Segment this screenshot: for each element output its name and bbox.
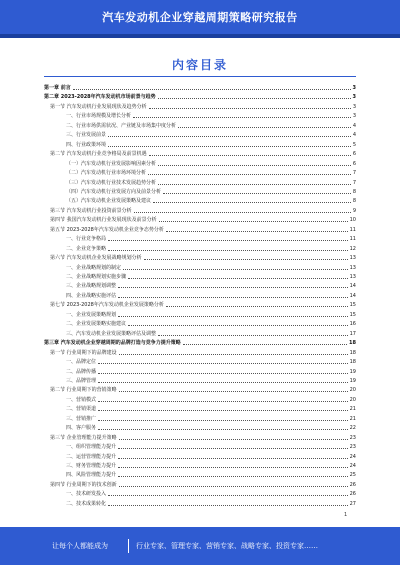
toc-leader-dots <box>98 405 348 411</box>
toc-leader-dots <box>163 188 351 194</box>
toc-leader-dots <box>108 235 348 241</box>
report-title: 汽车发动机企业穿越周期策略研究报告 <box>102 11 298 24</box>
toc-subsection <box>44 424 356 433</box>
toc-entry-text: 一、技术研发投入 <box>66 491 107 498</box>
toc-entry-text: 三、品牌管理 <box>66 377 97 384</box>
toc-entry-text: 一、行业竞争格局 <box>66 236 107 243</box>
toc-entry-text: 二、品牌传播 <box>66 368 97 375</box>
toc-subsection <box>44 358 356 367</box>
toc-entry-text: 二、运营管理能力提升 <box>66 453 117 460</box>
toc-leader-dots <box>119 481 348 487</box>
toc-leader-dots <box>158 179 351 185</box>
toc-leader-dots <box>98 415 348 421</box>
toc-entry-page: 23 <box>349 434 356 441</box>
toc-entry-page: 22 <box>349 425 356 432</box>
toc-entry-page: 26 <box>349 481 356 488</box>
toc-leader-dots <box>183 339 347 345</box>
toc-entry-page: 8 <box>352 198 356 205</box>
toc-entry-text: 三、汽车发动机企业发展策略评估及调整 <box>66 330 157 337</box>
toc-leader-dots <box>118 292 348 298</box>
toc-entry-page: 16 <box>349 321 356 328</box>
toc-title-rule <box>44 76 356 77</box>
toc-entry-text: （一）汽车发动机行业发展影响因素分析 <box>66 160 157 167</box>
toc-entry-text: 三、行业发展前景 <box>66 132 107 139</box>
toc-subsection <box>44 169 356 178</box>
toc-subsection <box>44 462 356 471</box>
toc-leader-dots <box>108 500 348 506</box>
toc-leader-dots <box>134 207 351 213</box>
toc-section <box>44 207 356 216</box>
toc-leader-dots <box>149 103 351 109</box>
toc-chapter <box>44 93 356 102</box>
toc-leader-dots <box>128 320 348 326</box>
toc-leader-dots <box>119 386 348 392</box>
toc-leader-dots <box>158 160 351 166</box>
toc-entry-page: 25 <box>349 472 356 479</box>
toc-entry-text: 二、企业战略规划实施步骤 <box>66 274 127 280</box>
toc-entry-text: 三、财务管理能力提升 <box>66 463 117 469</box>
toc-leader-dots <box>108 490 348 496</box>
toc-subsection <box>44 311 356 320</box>
toc-entry-page: 15 <box>349 311 356 318</box>
toc-entry-page: 19 <box>349 368 356 375</box>
toc-subsection <box>44 471 356 480</box>
toc-leader-dots <box>98 424 348 430</box>
toc-entry-text: 四、客户服务 <box>66 425 97 432</box>
toc-leader-dots <box>98 358 348 364</box>
toc-subsection <box>44 160 356 169</box>
toc-entry-page: 9 <box>352 207 356 214</box>
toc-leader-dots <box>108 245 348 251</box>
toc-section <box>44 386 356 395</box>
toc-entry-page: 21 <box>349 415 356 422</box>
toc-entry-page: 21 <box>349 406 356 413</box>
toc-entry-page: 18 <box>349 349 356 356</box>
toc-section <box>44 481 356 490</box>
toc-entry-page: 13 <box>349 264 356 271</box>
toc-section <box>44 103 356 112</box>
toc-entry-text: 二、企业竞争策略 <box>66 245 107 252</box>
toc-entry-page: 27 <box>349 500 356 507</box>
toc-leader-dots <box>98 396 348 402</box>
toc-subsection <box>44 179 356 188</box>
toc-section <box>44 254 356 263</box>
toc-entry-page: 8 <box>352 188 356 195</box>
toc-section <box>44 216 356 225</box>
toc-chapter <box>44 84 356 93</box>
toc-leader-dots <box>119 349 348 355</box>
toc-subsection <box>44 330 356 339</box>
toc-entry-text: 第二节 行业周期下的营销策略 <box>50 387 117 394</box>
toc-section <box>44 150 356 159</box>
toc-leader-dots <box>118 311 348 317</box>
footer-divider <box>128 539 129 553</box>
toc-entry-text: 一、品牌定位 <box>66 359 97 366</box>
toc-entry-page: 24 <box>349 453 356 460</box>
toc-entry-text: 三、企业战略规划调整 <box>66 283 117 290</box>
toc-entry-text: 三、营销推广 <box>66 415 97 422</box>
toc-entry-text: 二、技术成果转化 <box>66 500 107 507</box>
toc-leader-dots <box>118 453 348 459</box>
toc-entry-page: 14 <box>349 292 356 299</box>
toc-entry-text: （二）汽车发动机行业市场环境分析 <box>66 170 147 177</box>
toc-leader-dots <box>118 471 348 477</box>
toc-entry-text: 四、行业政策环境 <box>66 141 107 148</box>
toc-subsection <box>44 235 356 244</box>
toc-subsection <box>44 282 356 291</box>
toc-leader-dots <box>118 282 348 288</box>
toc-leader-dots <box>153 197 351 203</box>
toc-subsection <box>44 264 356 273</box>
toc-subsection <box>44 122 356 131</box>
toc-entry-text: 第三节 汽车发动机行业投资前景分析 <box>50 207 132 214</box>
toc-entry-page: 6 <box>352 151 356 158</box>
toc-entry-page: 7 <box>352 179 356 186</box>
toc-leader-dots <box>149 150 351 156</box>
toc-entry-text: （三）汽车发动机行业技术发展趋势分析 <box>66 179 157 186</box>
toc-leader-dots <box>73 84 351 90</box>
toc-leader-dots <box>118 443 348 449</box>
toc-entry-page: 23 <box>349 444 356 451</box>
toc-section <box>44 301 356 310</box>
toc-entry-page: 20 <box>349 387 356 394</box>
toc-entry-page: 3 <box>352 103 356 110</box>
toc-subsection <box>44 368 356 377</box>
toc-entry-page: 3 <box>352 113 356 120</box>
footer-tagline: 行业专家、管理专家、营销专家、战略专家、投资专家…… <box>136 542 318 550</box>
toc-leader-dots <box>159 216 348 222</box>
toc-entry-page: 24 <box>349 463 356 469</box>
toc-entry-text: 二、行业市场供需状况、产业链及市场集中度分析 <box>66 122 177 129</box>
toc-leader-dots <box>158 93 351 99</box>
toc-entry-text: 一、行业市场规模及增长分析 <box>66 113 132 120</box>
toc-leader-dots <box>166 226 348 232</box>
toc-entry-page: 19 <box>349 377 356 384</box>
toc-entry-text: 二、营销渠道 <box>66 406 97 413</box>
toc-subsection <box>44 453 356 462</box>
toc-entry-text: （四）汽车发动机行业发展方向及前景分析 <box>66 188 162 195</box>
toc-entry-text: 第三章 汽车发动机企业穿越周期的品牌打造与竞争力提升策略 <box>44 340 181 347</box>
toc-entry-page: 26 <box>349 491 356 498</box>
toc-entry-text: 第六节 汽车发动机企业发展战略规划分析 <box>50 255 142 262</box>
toc-leader-dots <box>148 169 351 175</box>
toc-entry-text: 二、企业发展策略实施建议 <box>66 321 127 328</box>
toc-entry-page: 11 <box>349 236 356 243</box>
toc-title: 内容目录 <box>171 58 228 72</box>
toc-entry-text: 一、组织管理能力提升 <box>66 444 117 451</box>
toc-leader-dots <box>119 434 348 440</box>
toc-leader-dots <box>128 273 348 279</box>
header-stripe <box>0 34 400 38</box>
toc-entry-page: 5 <box>352 141 356 148</box>
footer-slogan: 让每个人都能成为 <box>52 542 108 550</box>
toc-entry-text: 第四节 我国汽车发动机行业发展现状及前景分析 <box>50 217 157 224</box>
toc-leader-dots <box>108 131 351 137</box>
toc-entry-text: 第五节 2023-2028年汽车发动机企业竞争态势分析 <box>50 226 164 233</box>
toc-entry-page: 15 <box>349 302 356 309</box>
toc-subsection <box>44 197 356 206</box>
toc-leader-dots <box>98 368 348 374</box>
toc-entry-text: 四、风险管理能力提升 <box>66 472 117 479</box>
toc-entry-text: 第七节 2023-2028年汽车发动机企业发展策略分析 <box>50 302 164 309</box>
toc-entry-page: 13 <box>349 255 356 262</box>
toc-section <box>44 434 356 443</box>
toc-subsection <box>44 292 356 301</box>
toc-subsection <box>44 396 356 405</box>
toc-entry-text: 第二章 2023-2028年汽车发动机市场前景与趋势 <box>44 94 156 101</box>
toc-entry-text: （五）汽车发动机企业发展策略及建议 <box>66 198 152 205</box>
toc-subsection <box>44 273 356 282</box>
toc-subsection <box>44 500 356 509</box>
toc-entry-page: 3 <box>352 94 356 101</box>
toc-entry-text: 第一节 行业周期下的品牌建设 <box>50 349 117 356</box>
toc-entry-page: 7 <box>352 170 356 177</box>
toc-entry-text: 第四节 行业周期下的技术创新 <box>50 481 117 488</box>
toc-entry-text: 一、营销模式 <box>66 396 97 403</box>
toc-entry-page: 6 <box>352 160 356 167</box>
toc-subsection <box>44 141 356 150</box>
toc-entry-text: 四、企业战略实施评估 <box>66 292 117 299</box>
toc-entry-page: 13 <box>349 274 356 280</box>
toc-entry-page: 3 <box>352 85 356 91</box>
toc-entry-page: 20 <box>349 396 356 403</box>
toc-subsection <box>44 320 356 329</box>
toc-leader-dots <box>144 254 348 260</box>
toc-entry-text: 第三节 企业管理能力提升策略 <box>50 434 117 441</box>
toc-entry-page: 4 <box>352 122 356 129</box>
toc-entry-page: 10 <box>349 217 356 224</box>
toc-subsection <box>44 405 356 414</box>
toc-entry-page: 4 <box>352 132 356 139</box>
toc-entry-text: 一、企业战略规划的制定 <box>66 264 122 271</box>
toc-entry-text: 第一节 汽车发动机行业发展现状及趋势分析 <box>50 103 147 110</box>
toc-entry-page: 12 <box>349 245 356 252</box>
toc-subsection <box>44 415 356 424</box>
toc-entry-text: 第二节 汽车发动机行业竞争格局及前景机遇 <box>50 151 147 158</box>
toc-entry-page: 14 <box>349 283 356 290</box>
toc-section <box>44 349 356 358</box>
toc-leader-dots <box>133 112 351 118</box>
toc-leader-dots <box>166 301 348 307</box>
toc-subsection <box>44 188 356 197</box>
toc-entry-text: 一、企业发展策略规划 <box>66 311 117 318</box>
toc-entry-page: 18 <box>349 340 356 347</box>
toc-subsection <box>44 131 356 140</box>
toc-section <box>44 226 356 235</box>
toc-leader-dots <box>108 141 351 147</box>
toc-leader-dots <box>158 330 348 336</box>
toc-entry-page: 11 <box>349 226 356 233</box>
toc-subsection <box>44 245 356 254</box>
page-number: 1 <box>344 512 348 518</box>
toc-subsection <box>44 490 356 499</box>
toc-entry-text: 第一章 前言 <box>44 85 71 91</box>
toc-chapter <box>44 339 356 348</box>
toc-leader-dots <box>118 462 348 468</box>
toc-entry-page: 17 <box>349 330 356 337</box>
toc-leader-dots <box>98 377 348 383</box>
toc-subsection <box>44 112 356 121</box>
toc-entry-page: 18 <box>349 359 356 366</box>
toc-leader-dots <box>178 122 351 128</box>
toc-subsection <box>44 443 356 452</box>
toc-leader-dots <box>123 264 348 270</box>
toc-subsection <box>44 377 356 386</box>
